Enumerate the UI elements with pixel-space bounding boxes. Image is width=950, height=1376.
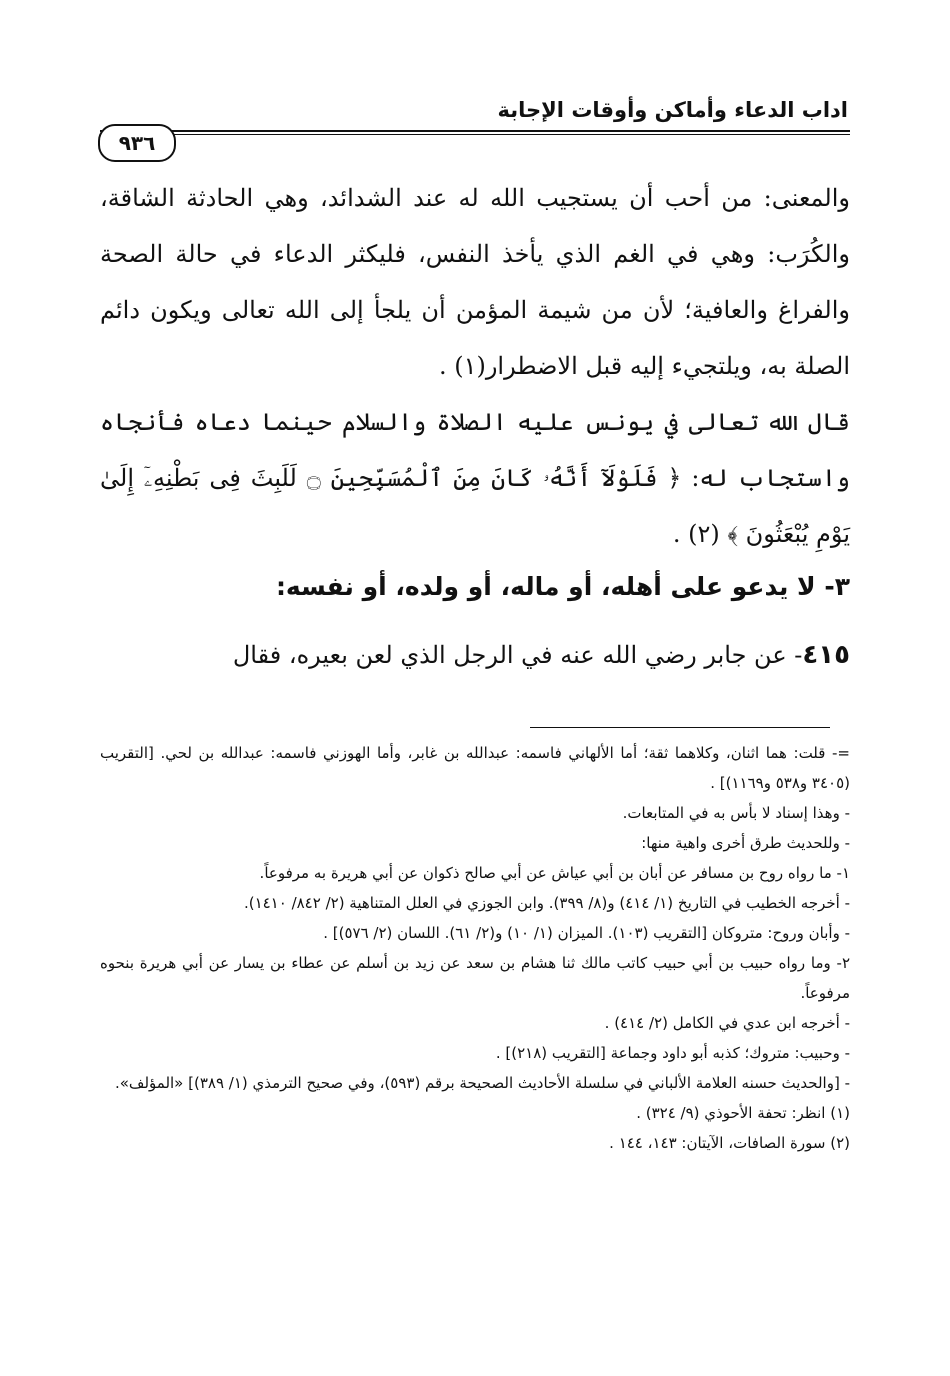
footnote-line: ٢- وما رواه حبيب بن أبي حبيب كاتب مالك ثنا هشام بن سعد عن زيد بن أسلم عن عطاء بن يسار عن أبي هريرة بنحوه مرفوعاً. [100,954,850,1002]
paragraph-meaning: والمعنى: من أحب أن يستجيب الله له عند الشدائد، وهي الحادثة الشاقة، والكُرَب: وهي في الغم الذي يأخذ النفس، فليكثر الدعاء في حالة الصحة والفراغ والعافية؛ لأن من شيمة المؤمن أن يلجأ إلى الله تعالى ويكون دائم الصلة به، ويلتجيء إليه قبل الاضطرار(١) . [100,184,850,380]
hadith-number: ٤١٥ [802,640,850,670]
hadith-entry [100,640,850,670]
footnotes [100,738,850,1158]
quran-verse: ﴿ فَلَوْلَآ أَنَّهُۥ كَانَ مِنَ ٱلْمُسَبِّحِينَ ۝ لَلَبِثَ فِى بَطْنِهِۦٓ إِلَىٰ يَوْمِ يُبْعَثُونَ ﴾ [100,464,850,548]
page-number-badge: ٩٣٦ [98,124,176,162]
footnote-separator [530,727,830,728]
footnote-line: - وحبيب: متروك؛ كذبه أبو داود وجماعة [التقريب (٢١٨)] . [495,1044,850,1062]
main-text [100,170,850,562]
footnote-line: - وللحديث طرق أخرى واهية منها: [641,834,850,852]
footnote-line: - أخرجه ابن عدي في الكامل (٢/ ٤١٤) . [604,1014,850,1032]
paragraph-yunus-intro: قال الله تعالى في يونس عليه الصلاة والسلام حينما دعاه فأنجاه واستجاب له: [100,408,850,492]
footnote-line: - أخرجه الخطيب في التاريخ (١/ ٤١٤) و(٨/ ٣٩٩). وابن الجوزي في العلل المتناهية (٢/ ٨٤٢/ ١٤١٠). [243,894,850,912]
footnote-2: (٢) سورة الصافات، الآيتان: ١٤٣، ١٤٤ . [609,1134,850,1152]
footnote-line: =- قلت: هما اثنان، وكلاهما ثقة؛ أما الألهاني فاسمه: عبدالله بن غابر، وأما الهوزني فاسمه: عبدالله بن لحي. [التقريب (٣٤٠٥ و٥٣٨ و١١٦٩)] . [100,744,850,792]
section-heading: ٣- لا يدعو على أهله، أو ماله، أو ولده، أو نفسه: [275,572,850,601]
footnote-1: (١) انظر: تحفة الأحوذي (٩/ ٣٢٤) . [636,1104,850,1122]
paragraph-yunus [100,394,850,562]
header-rule-thick [100,130,850,132]
footnote-line: - وهذا إسناد لا بأس به في المتابعات. [622,804,850,822]
footnote-line: - وأبان وروح: متروكان [التقريب (١٠٣). الميزان (١/ ١٠) و(٢/ ٦١). اللسان (٢/ ٥٧٦)] . [323,924,850,942]
header-double-rule [100,130,850,136]
running-header-title: اداب الدعاء وأماكن وأوقات الإجابة [497,98,848,122]
hadith-text: - عن جابر رضي الله عنه في الرجل الذي لعن بعيره، فقال [232,641,803,669]
header-rule-thin [100,134,850,135]
footnote-line: ١- ما رواه روح بن مسافر عن أبان بن أبي عياش عن أبي صالح ذكوان عن أبي هريرة به مرفوعاً. [259,864,850,882]
footnote-ref-2: (٢) . [672,520,720,548]
footnote-line: - [والحديث حسنه العلامة الألباني في سلسلة الأحاديث الصحيحة برقم (٥٩٣)، وفي صحيح الترمذي (١/ ٣٨٩)] «المؤلف». [114,1074,850,1092]
